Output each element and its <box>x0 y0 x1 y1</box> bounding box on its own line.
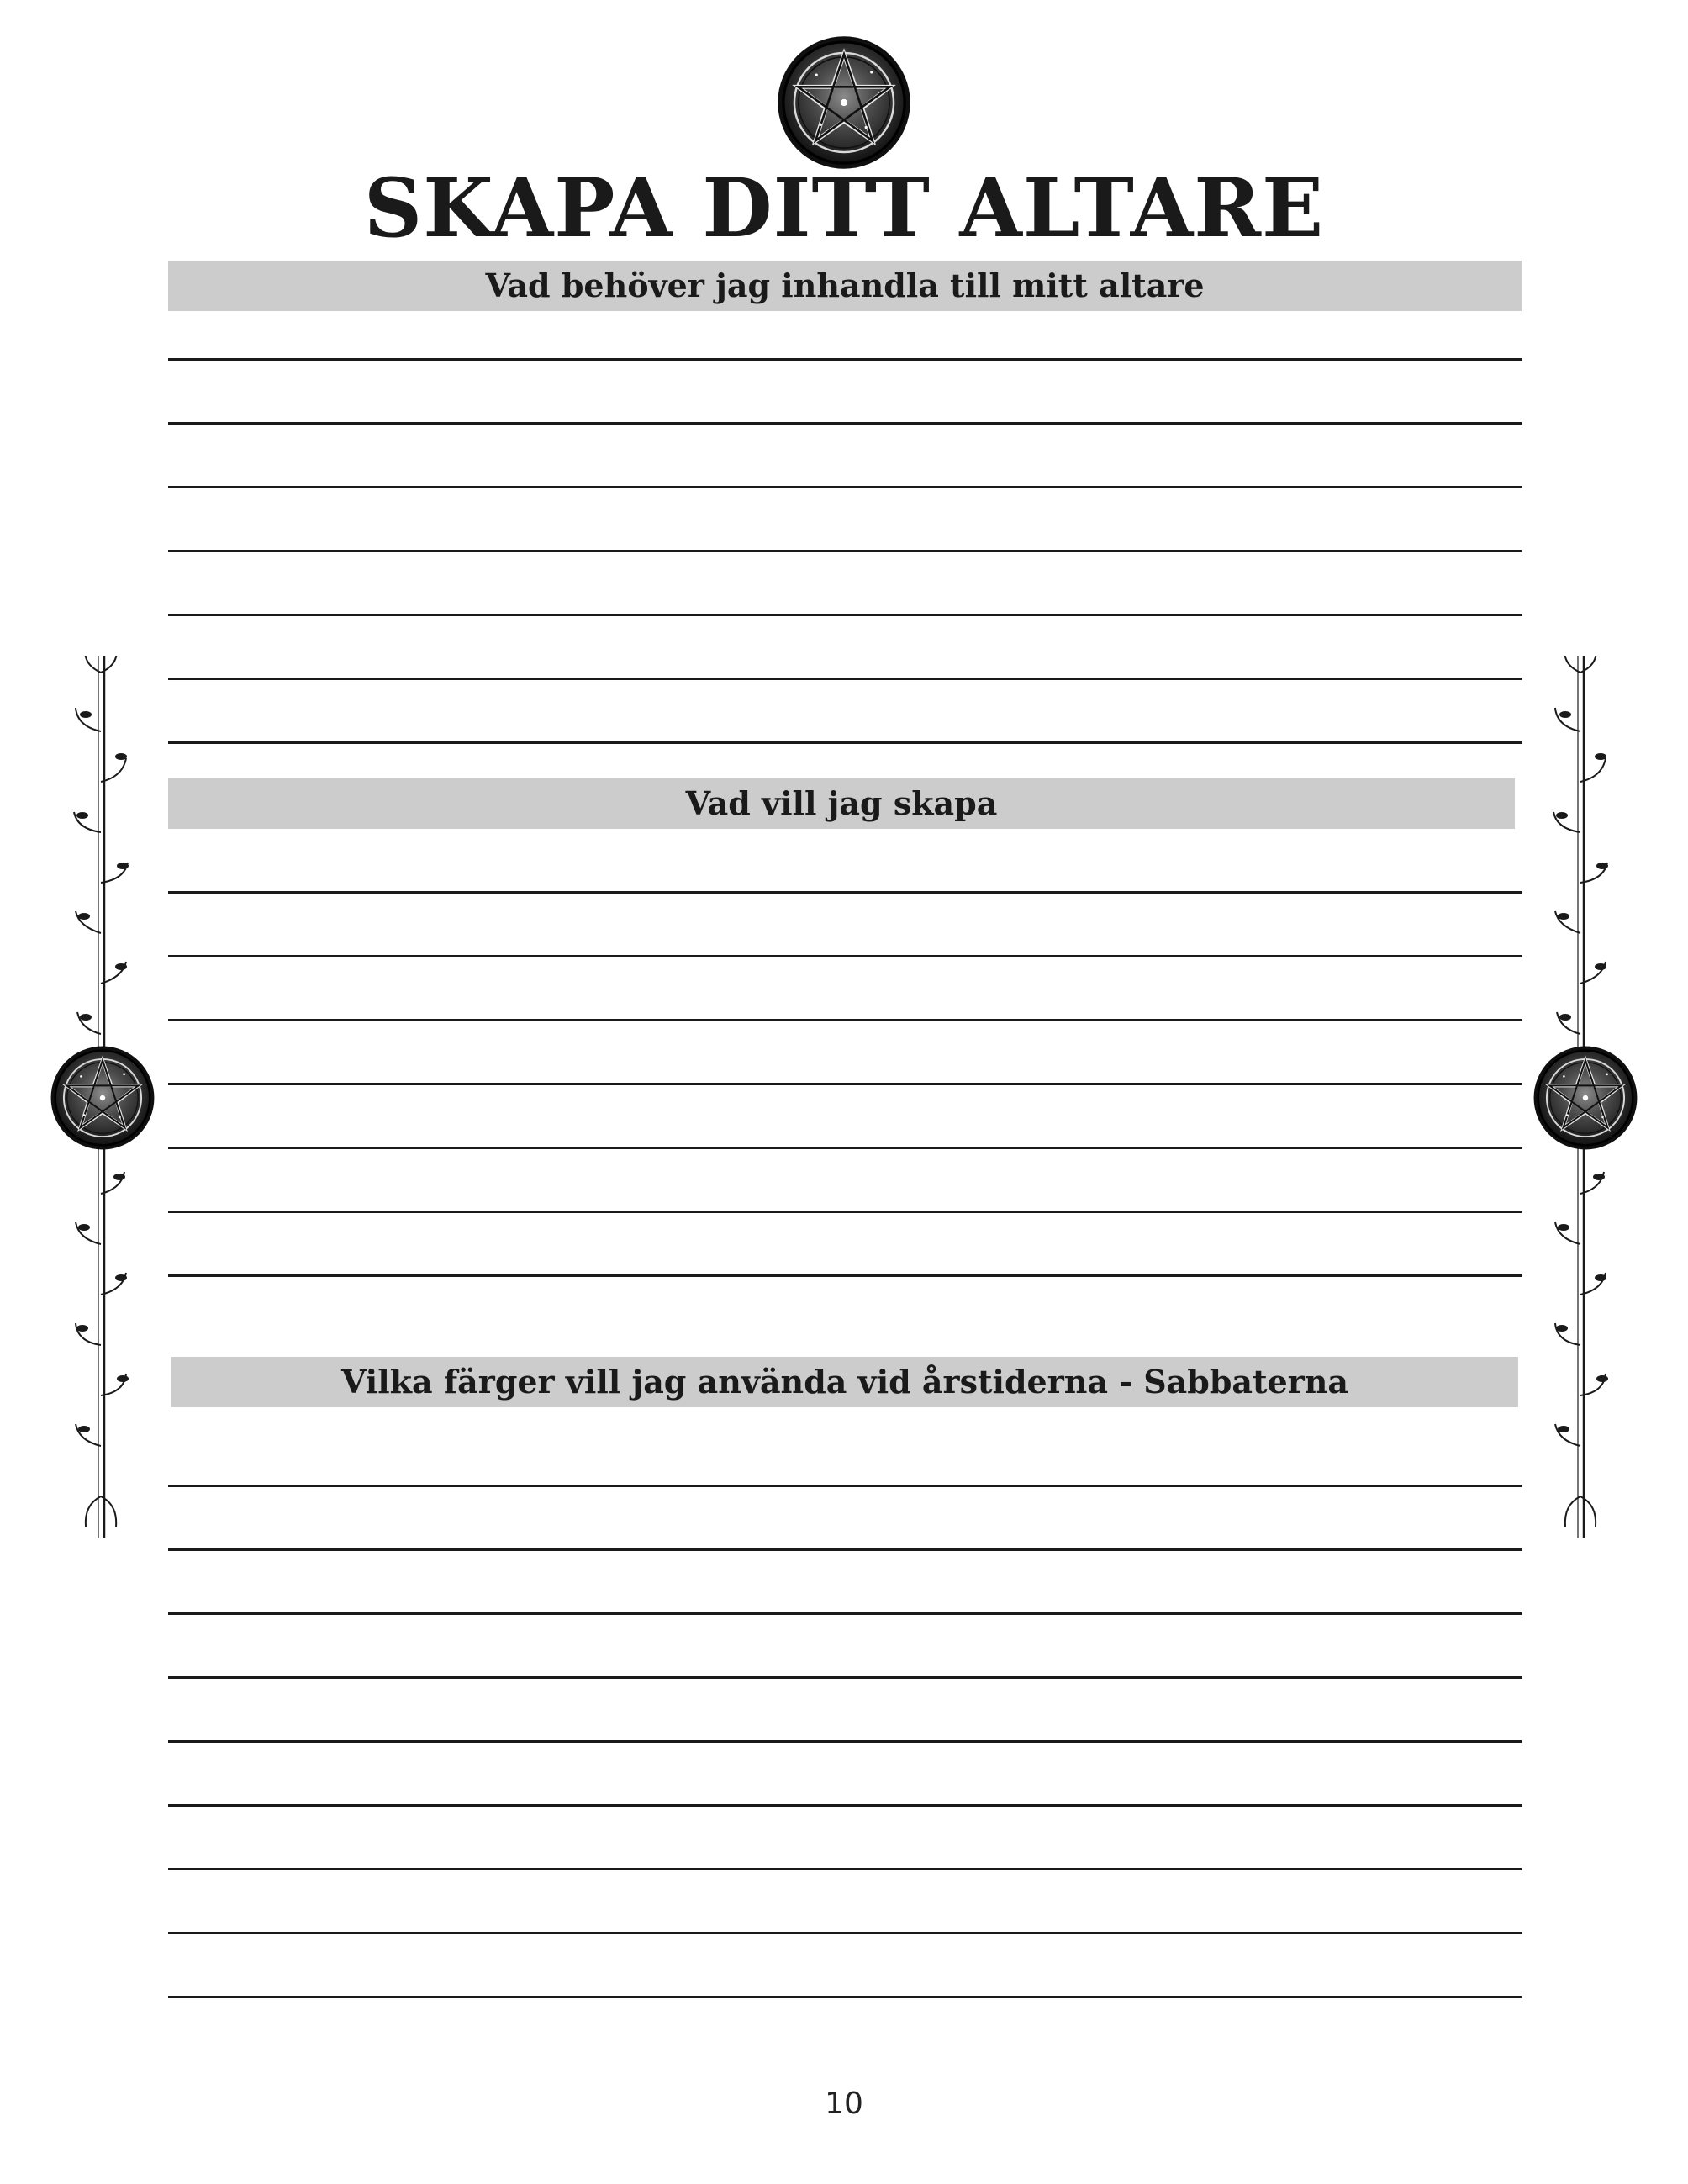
writing-line[interactable] <box>168 1548 1522 1551</box>
left-pentacle-icon <box>49 1044 156 1152</box>
writing-line[interactable] <box>168 891 1522 894</box>
writing-line[interactable] <box>168 1083 1522 1085</box>
section-header-colors: Vilka färger vill jag använda vid årstiderna - Sabbaterna <box>171 1357 1518 1407</box>
writing-line[interactable] <box>168 1996 1522 1998</box>
writing-line[interactable] <box>168 486 1522 488</box>
page-title: SKAPA DITT ALTARE <box>363 161 1325 256</box>
writing-line[interactable] <box>168 1676 1522 1679</box>
writing-line[interactable] <box>168 1147 1522 1149</box>
writing-line[interactable] <box>168 1019 1522 1021</box>
writing-line[interactable] <box>168 550 1522 552</box>
right-pentacle-icon <box>1532 1044 1639 1152</box>
writing-line[interactable] <box>168 741 1522 744</box>
writing-line[interactable] <box>168 1211 1522 1213</box>
writing-line[interactable] <box>168 1274 1522 1277</box>
page-number: 10 <box>825 2086 863 2121</box>
section-header-shopping: Vad behöver jag inhandla till mitt altare <box>168 261 1522 311</box>
writing-line[interactable] <box>168 955 1522 957</box>
writing-line[interactable] <box>168 1868 1522 1870</box>
writing-line[interactable] <box>168 1804 1522 1807</box>
writing-line[interactable] <box>168 1740 1522 1743</box>
writing-line[interactable] <box>168 422 1522 425</box>
writing-line[interactable] <box>168 358 1522 361</box>
writing-line[interactable] <box>168 1612 1522 1615</box>
section-header-create: Vad vill jag skapa <box>168 778 1515 829</box>
writing-line[interactable] <box>168 614 1522 616</box>
writing-line[interactable] <box>168 1485 1522 1487</box>
writing-line[interactable] <box>168 1932 1522 1934</box>
header-pentacle-icon <box>775 34 913 171</box>
writing-line[interactable] <box>168 678 1522 680</box>
